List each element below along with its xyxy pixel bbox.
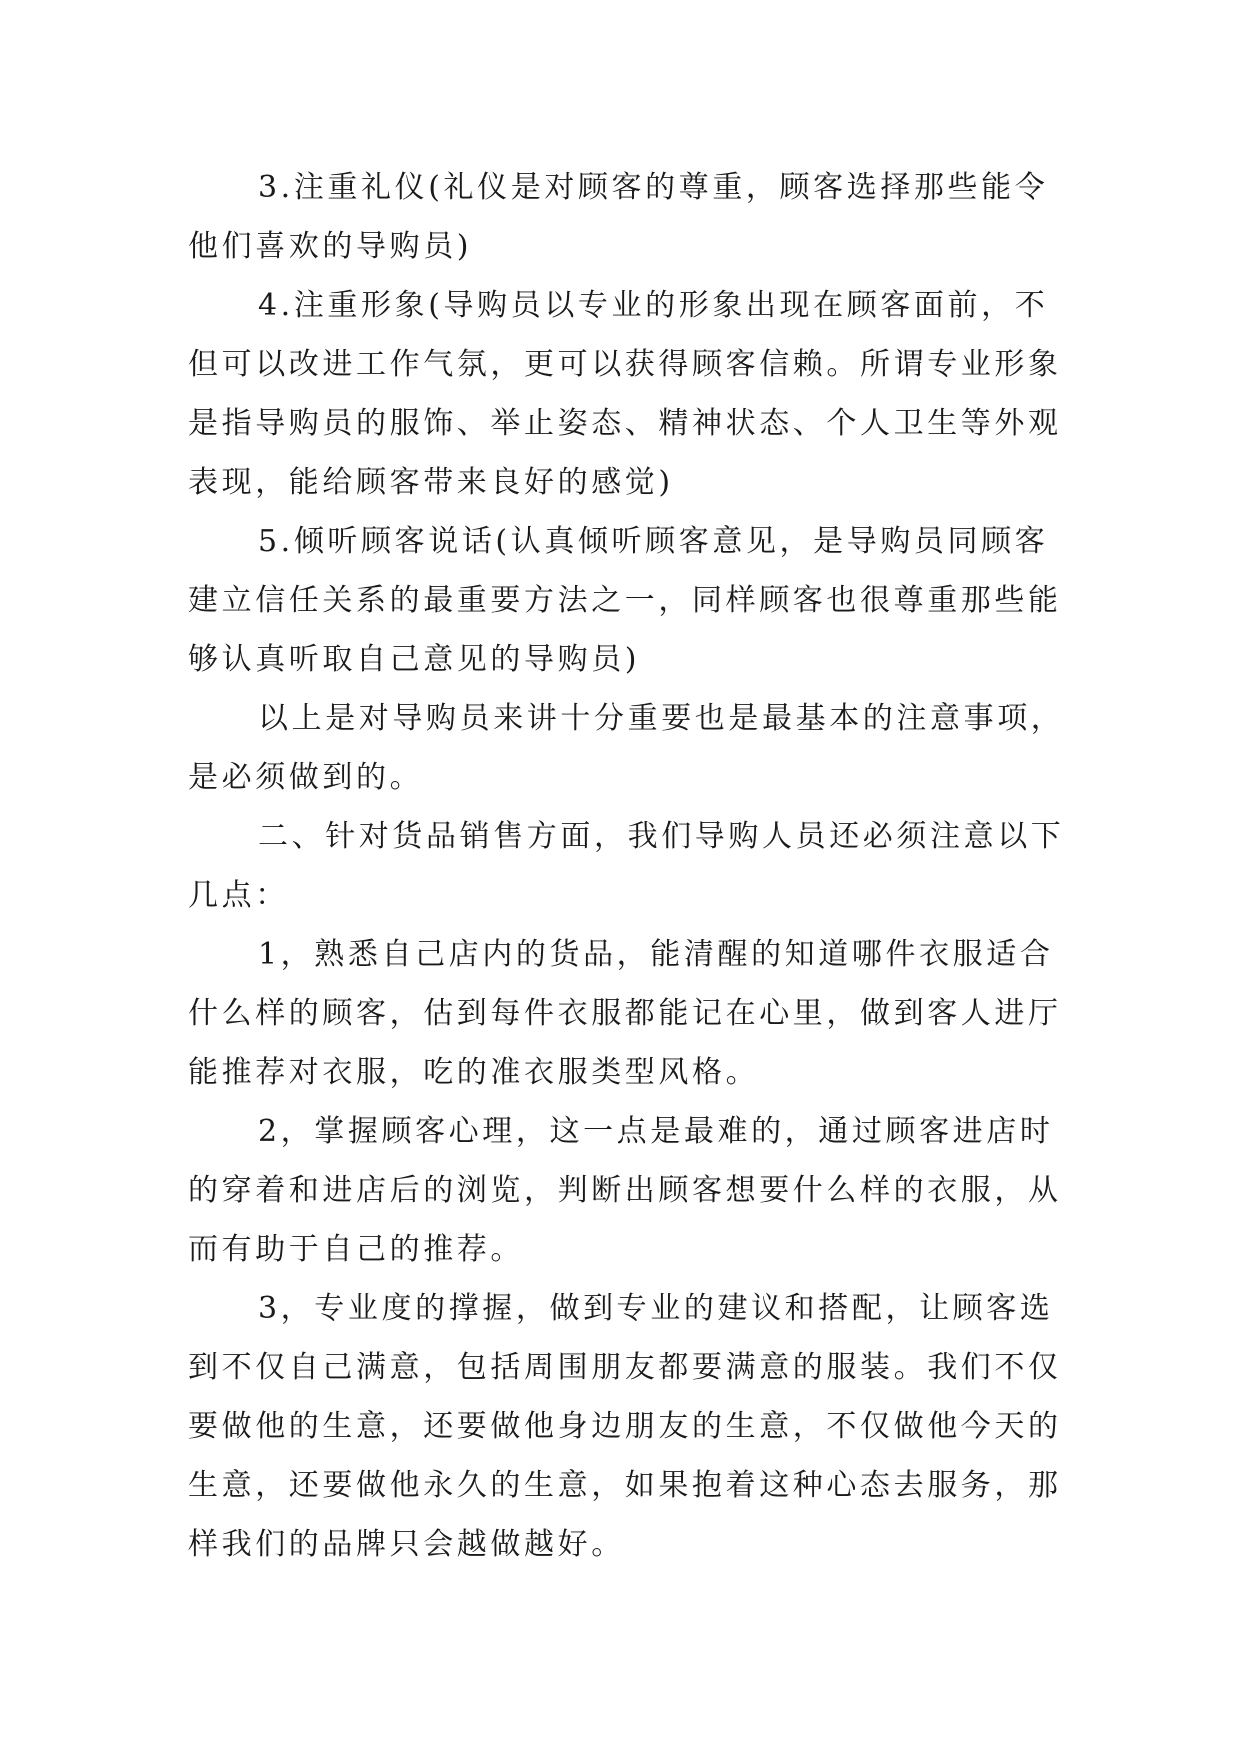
text-line: 是必须做到的。 [188, 760, 424, 795]
text-line: 1，熟悉自己店内的货品，能清醒的知道哪件衣服适合 [258, 937, 1054, 972]
paragraph-point-2-psychology [188, 1102, 1062, 1279]
text-line: 3，专业度的撑握，做到专业的建议和搭配，让顾客选 [258, 1291, 1054, 1326]
text-line: 5.倾听顾客说话(认真倾听顾客意见，是导购员同顾客 [258, 524, 1049, 559]
text-line: 建立信任关系的最重要方法之一，同样顾客也很尊重那些能 [188, 583, 1062, 618]
text-line: 4.注重形象(导购员以专业的形象出现在顾客面前，不 [258, 288, 1049, 323]
paragraph-summary [188, 689, 1065, 807]
text-line: 生意，还要做他永久的生意，如果抱着这种心态去服务，那 [188, 1468, 1062, 1503]
paragraph-point-1-products [188, 925, 1062, 1102]
text-line: 的穿着和进店后的浏览，判断出顾客想要什么样的衣服，从 [188, 1173, 1062, 1208]
text-line: 是指导购员的服饰、举止姿态、精神状态、个人卫生等外观 [188, 406, 1062, 441]
text-line: 够认真听取自己意见的导购员) [188, 642, 641, 677]
text-line: 几点： [188, 878, 289, 913]
text-line: 他们喜欢的导购员) [188, 229, 473, 264]
text-line: 要做他的生意，还要做他身边朋友的生意，不仅做他今天的 [188, 1409, 1062, 1444]
text-line: 表现，能给顾客带来良好的感觉) [188, 465, 674, 500]
text-line: 什么样的顾客，估到每件衣服都能记在心里，做到客人进厅 [188, 996, 1062, 1031]
text-line: 以上是对导购员来讲十分重要也是最基本的注意事项， [258, 701, 1065, 736]
text-line: 样我们的品牌只会越做越好。 [188, 1527, 625, 1562]
paragraph-section-two-heading [188, 807, 1065, 925]
text-line: 3.注重礼仪(礼仪是对顾客的尊重，顾客选择那些能令 [258, 170, 1049, 205]
text-line: 而有助于自己的推荐。 [188, 1232, 524, 1267]
text-line: 二、针对货品销售方面，我们导购人员还必须注意以下 [258, 819, 1065, 854]
text-line: 但可以改进工作气氛，更可以获得顾客信赖。所谓专业形象 [188, 347, 1062, 382]
document-page [188, 158, 1065, 1574]
paragraph-item-5-listen [188, 512, 1062, 689]
paragraph-item-4-image [188, 276, 1062, 512]
text-line: 2，掌握顾客心理，这一点是最难的，通过顾客进店时 [258, 1114, 1054, 1149]
text-line: 到不仅自己满意，包括周围朋友都要满意的服装。我们不仅 [188, 1350, 1062, 1385]
text-line: 能推荐对衣服，吃的准衣服类型风格。 [188, 1055, 760, 1090]
paragraph-item-3-etiquette [188, 158, 1058, 276]
paragraph-point-3-expertise [188, 1279, 1062, 1574]
